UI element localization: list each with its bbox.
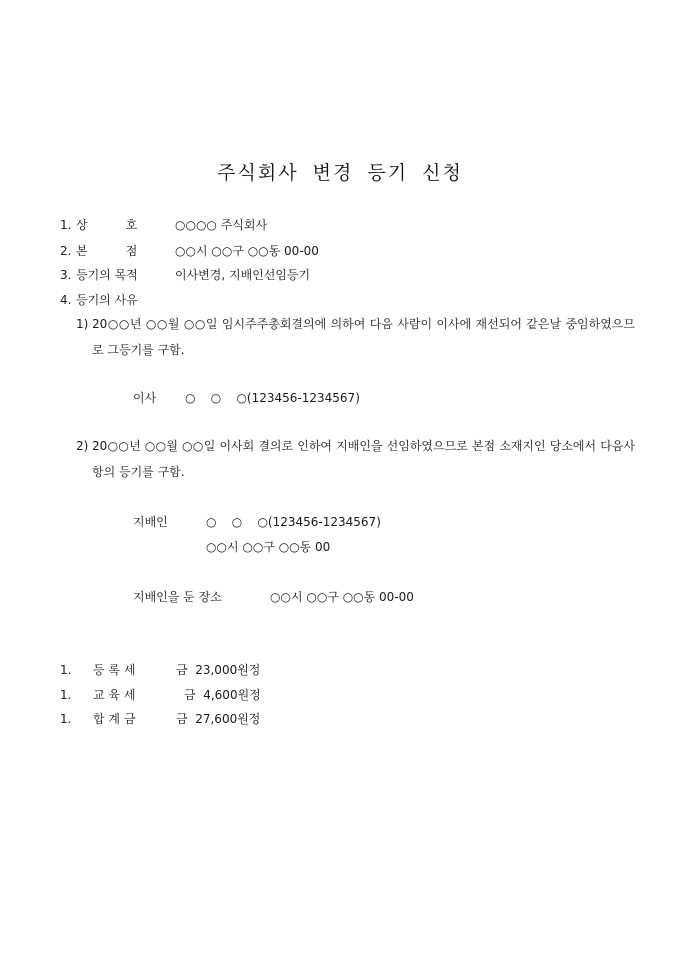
fee-number: 1. bbox=[60, 663, 72, 677]
manager-label: 지배인 bbox=[133, 515, 168, 529]
item-label: 등기의 사유 bbox=[76, 293, 138, 307]
item-label: 본 점 bbox=[76, 244, 138, 258]
item-number: 1. bbox=[60, 218, 72, 232]
fee-number: 1. bbox=[60, 688, 72, 702]
reason-2-number: 2) bbox=[76, 439, 89, 453]
item-value: 이사변경, 지배인선임등기 bbox=[175, 268, 311, 282]
item-number: 4. bbox=[60, 293, 72, 307]
fee-label: 등 록 세 bbox=[93, 663, 136, 677]
reason-1-text: 20○○년 ○○월 ○○일 임시주주총회결의에 의하여 다음 사람이 이사에 재선되어 같은날 중임하였으므로 그등기를 구함. bbox=[92, 317, 635, 357]
item-number: 2. bbox=[60, 244, 72, 258]
manager-place-value: ○○시 ○○구 ○○동 00-00 bbox=[270, 590, 414, 604]
reason-1-number: 1) bbox=[76, 317, 89, 331]
document-title: 주식회사 변경 등기 신청 bbox=[217, 162, 463, 184]
fee-value: 금 23,000원정 bbox=[176, 663, 261, 677]
item-value: ○○시 ○○구 ○○동 00-00 bbox=[175, 244, 319, 258]
fee-label: 합 계 금 bbox=[93, 712, 136, 726]
item-label: 등기의 목적 bbox=[76, 268, 138, 282]
director-name: ○ ○ ○(123456-1234567) bbox=[185, 391, 360, 405]
item-label: 상 호 bbox=[76, 218, 138, 232]
reason-2-text: 20○○년 ○○월 ○○일 이사회 결의로 인하여 지배인을 선임하였으므로 본점 소재지인 당소에서 다음사항의 등기를 구함. bbox=[92, 439, 635, 479]
item-number: 3. bbox=[60, 268, 72, 282]
manager-place-label: 지배인을 둔 장소 bbox=[133, 590, 222, 604]
fee-number: 1. bbox=[60, 712, 72, 726]
fee-label: 교 육 세 bbox=[93, 688, 136, 702]
reason-2-paragraph bbox=[76, 433, 635, 485]
reason-1-paragraph bbox=[76, 311, 635, 363]
manager-name: ○ ○ ○(123456-1234567) bbox=[206, 515, 381, 529]
fee-value: 금 4,600원정 bbox=[184, 688, 261, 702]
manager-address: ○○시 ○○구 ○○동 00 bbox=[206, 540, 331, 554]
item-value: ○○○○ 주식회사 bbox=[175, 218, 268, 232]
fee-value: 금 27,600원정 bbox=[176, 712, 261, 726]
director-label: 이사 bbox=[133, 391, 157, 405]
